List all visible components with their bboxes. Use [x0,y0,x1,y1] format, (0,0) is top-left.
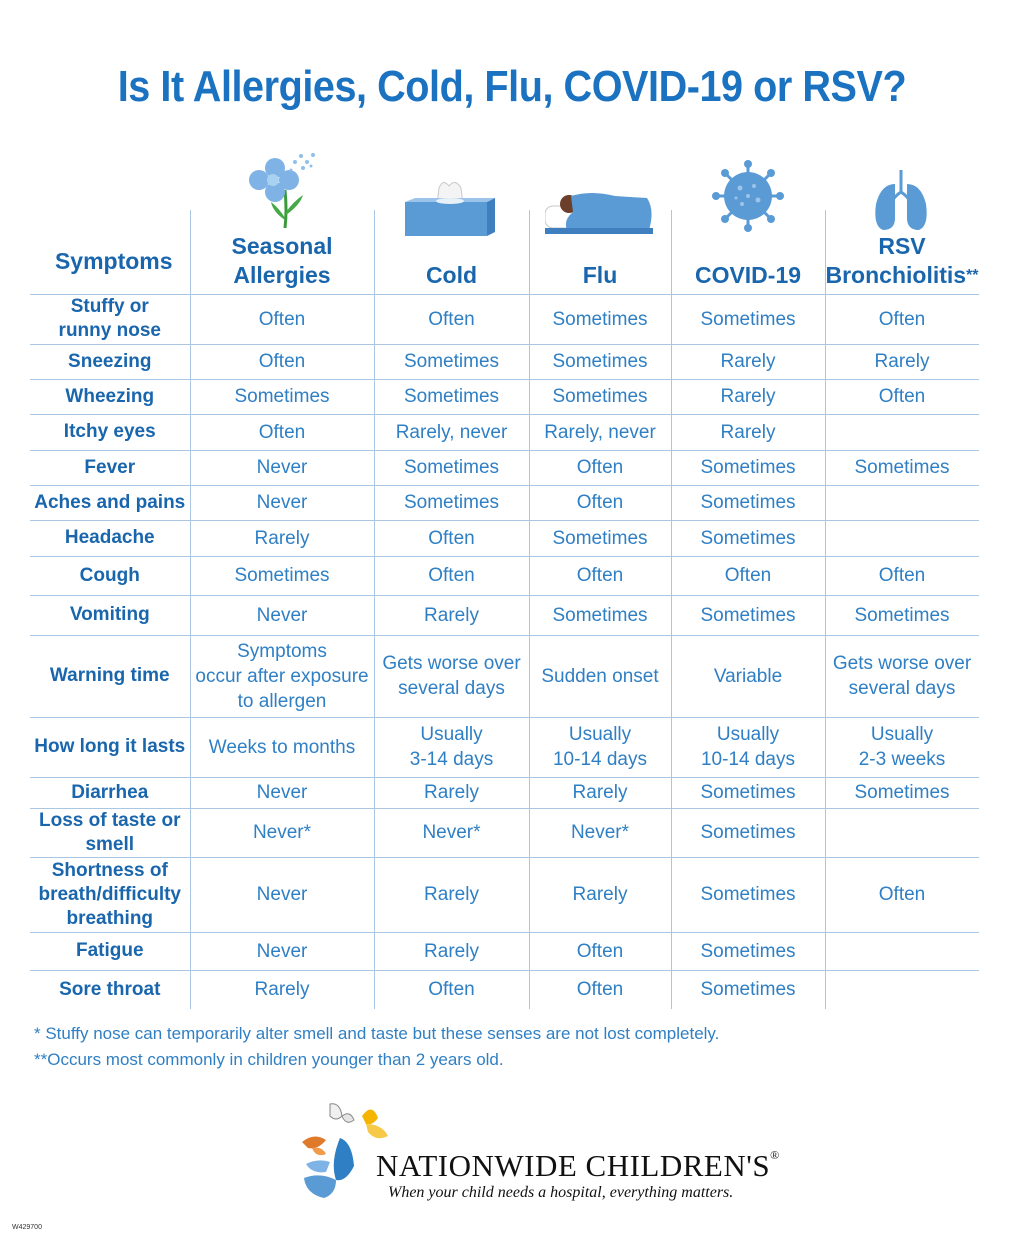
symptom-label: Cough [30,556,190,595]
footnote-smell-taste: * Stuffy nose can temporarily alter smell and taste but these senses are not lost completely. [34,1024,720,1043]
cell-cold: Rarely, never [374,414,529,450]
cell-allergies: Symptoms occur after exposure to allergen [190,635,374,717]
footnote-rsv-age: **Occurs most commonly in children younger than 2 years old. [34,1050,504,1069]
cell-cold: Rarely [374,595,529,635]
cell-allergies: Never [190,777,374,808]
cell-flu: Sometimes [529,379,671,414]
symptom-label: Sore throat [30,970,190,1009]
cell-flu: Rarely [529,777,671,808]
symptom-label: Itchy eyes [30,414,190,450]
cell-flu: Sometimes [529,294,671,344]
cell-rsv: Usually 2-3 weeks [825,717,979,777]
cell-flu: Often [529,970,671,1009]
table-row [30,344,979,379]
cell-covid: Sometimes [671,520,825,556]
cell-allergies: Rarely [190,970,374,1009]
table-row [30,808,979,857]
cell-covid: Sometimes [671,808,825,857]
cell-rsv [825,932,979,970]
symptom-label: Wheezing [30,379,190,414]
cell-cold: Rarely [374,857,529,932]
cell-flu: Often [529,932,671,970]
cell-flu: Sudden onset [529,635,671,717]
cell-cold: Usually 3-14 days [374,717,529,777]
cell-cold: Rarely [374,932,529,970]
cell-allergies: Sometimes [190,379,374,414]
cell-allergies: Never [190,595,374,635]
cell-flu: Usually 10-14 days [529,717,671,777]
cell-covid: Rarely [671,414,825,450]
cell-covid: Rarely [671,344,825,379]
cell-allergies: Never [190,485,374,520]
page-title: Is It Allergies, Cold, Flu, COVID-19 or RSV? [117,62,907,111]
symptom-label: Headache [30,520,190,556]
symptom-label: Vomiting [30,595,190,635]
symptom-label: Diarrhea [30,777,190,808]
table-row [30,857,979,932]
document-code: W429700 [12,1224,42,1231]
cell-flu: Often [529,485,671,520]
cell-rsv: Sometimes [825,777,979,808]
symptom-label: Fatigue [30,932,190,970]
footnotes [34,1021,719,1073]
table-row [30,777,979,808]
table-row [30,294,979,344]
cell-cold: Gets worse over several days [374,635,529,717]
header-covid: COVID-19 [671,210,825,294]
table-row [30,970,979,1009]
cell-covid: Sometimes [671,485,825,520]
cell-covid: Sometimes [671,857,825,932]
symptom-label: Fever [30,450,190,485]
cell-allergies: Often [190,344,374,379]
symptom-label: Warning time [30,635,190,717]
cell-cold: Sometimes [374,485,529,520]
cell-allergies: Never* [190,808,374,857]
symptom-label: Sneezing [30,344,190,379]
symptom-comparison-table [30,210,979,1009]
rsv-footnote-mark: ** [966,266,979,284]
symptom-label: Stuffy or runny nose [30,294,190,344]
cell-cold: Often [374,294,529,344]
cell-cold: Never* [374,808,529,857]
cell-rsv: Gets worse over several days [825,635,979,717]
cell-covid: Sometimes [671,932,825,970]
cell-allergies: Never [190,857,374,932]
header-flu: Flu [529,210,671,294]
symptom-label: Aches and pains [30,485,190,520]
cell-rsv: Sometimes [825,595,979,635]
cell-flu: Sometimes [529,344,671,379]
cell-allergies: Never [190,932,374,970]
cell-rsv: Often [825,379,979,414]
cell-rsv: Often [825,857,979,932]
header-seasonal-allergies: Seasonal Allergies [190,210,374,294]
symptom-label: Shortness of breath/difficulty breathing [30,857,190,932]
cell-flu: Often [529,450,671,485]
brand-tagline: When your child needs a hospital, everything matters. [388,1184,734,1201]
cell-rsv [825,808,979,857]
cell-allergies: Never [190,450,374,485]
cell-rsv: Rarely [825,344,979,379]
cell-rsv [825,414,979,450]
cell-flu: Never* [529,808,671,857]
cell-allergies: Often [190,414,374,450]
symptom-label: Loss of taste or smell [30,808,190,857]
cell-covid: Often [671,556,825,595]
header-cold: Cold [374,210,529,294]
cell-cold: Rarely [374,777,529,808]
cell-allergies: Often [190,294,374,344]
cell-cold: Often [374,520,529,556]
cell-cold: Often [374,970,529,1009]
table-row [30,450,979,485]
cell-allergies: Sometimes [190,556,374,595]
cell-covid: Usually 10-14 days [671,717,825,777]
table-row [30,635,979,717]
table-row [30,485,979,520]
registered-mark: ® [770,1148,780,1162]
header-row [30,210,979,294]
table-row [30,932,979,970]
cell-flu: Rarely, never [529,414,671,450]
header-rsv: RSV Bronchiolitis** [825,210,979,294]
cell-allergies: Rarely [190,520,374,556]
header-symptoms: Symptoms [54,247,173,274]
cell-covid: Variable [671,635,825,717]
table-row [30,379,979,414]
cell-cold: Sometimes [374,344,529,379]
cell-covid: Rarely [671,379,825,414]
table-row [30,595,979,635]
cell-rsv: Often [825,294,979,344]
cell-covid: Sometimes [671,450,825,485]
cell-covid: Sometimes [671,294,825,344]
cell-cold: Sometimes [374,379,529,414]
table-row [30,520,979,556]
table-row [30,414,979,450]
symptom-label: How long it lasts [30,717,190,777]
cell-flu: Sometimes [529,520,671,556]
cell-rsv [825,485,979,520]
cell-flu: Sometimes [529,595,671,635]
cell-covid: Sometimes [671,595,825,635]
cell-cold: Often [374,556,529,595]
cell-rsv [825,520,979,556]
cell-rsv [825,970,979,1009]
cell-covid: Sometimes [671,970,825,1009]
table-row [30,717,979,777]
table-row [30,556,979,595]
cell-rsv: Sometimes [825,450,979,485]
cell-flu: Often [529,556,671,595]
cell-allergies: Weeks to months [190,717,374,777]
cell-cold: Sometimes [374,450,529,485]
brand-name: NATIONWIDE CHILDREN'S® [376,1148,780,1183]
cell-rsv: Often [825,556,979,595]
cell-flu: Rarely [529,857,671,932]
cell-covid: Sometimes [671,777,825,808]
